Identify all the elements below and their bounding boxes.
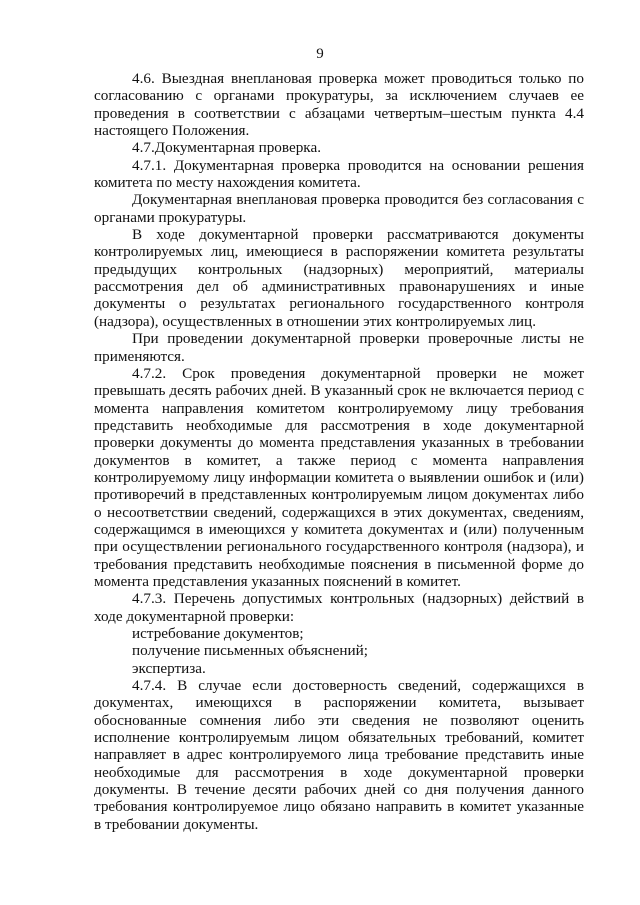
paragraph-4-6: 4.6. Выездная внеплановая проверка может проводиться только по согласованию с органами прокуратуры, за исключением случаев ее проведения в соответствии с абзацами четвертым–шестым пункта 4.4 настоящего Положения. bbox=[94, 70, 584, 140]
paragraph-unscheduled-check: Документарная внеплановая проверка проводится без согласования с органами прокуратуры. bbox=[94, 191, 584, 226]
page-number: 9 bbox=[316, 46, 324, 62]
document-body bbox=[94, 70, 584, 833]
section-heading-4-7: 4.7.Документарная проверка. bbox=[132, 139, 321, 157]
list-item: получение письменных объяснений; bbox=[132, 642, 368, 660]
list-item: экспертиза. bbox=[132, 659, 206, 677]
paragraph-4-7-3: 4.7.3. Перечень допустимых контрольных (надзорных) действий в ходе документарной проверки: bbox=[94, 590, 584, 625]
paragraph-documents-reviewed: В ходе документарной проверки рассматриваются документы контролируемых лиц, имеющиеся в распоряжении комитета результаты предыдущих контрольных (надзорных) мероприятий, материалы рассмотрения дел об административных правонарушениях и иные документы о результатах регионального государственного контроля (надзора), осуществленных в отношении этих контролируемых лиц. bbox=[94, 226, 584, 330]
paragraph-4-7-4: 4.7.4. В случае если достоверность сведений, содержащихся в документах, имеющихся в распоряжении комитета, вызывает обоснованные сомнения либо эти сведения не позволяют оценить исполнение контролируемым лицом обязательных требований, комитет направляет в адрес контролируемого лица требование представить иные необходимые для рассмотрения в ходе документарной проверки документы. В течение десяти рабочих дней со дня получения данного требования контролируемое лицо обязано направить в комитет указанные в требовании документы. bbox=[94, 677, 584, 833]
paragraph-4-7-2: 4.7.2. Срок проведения документарной проверки не может превышать десять рабочих дней. В указанный срок не включается период с момента направления комитетом контролируемому лицу требования представить необходимые для рассмотрения в ходе документарной проверки документы до момента представления указанных в требовании документов в комитет, а также период с момента направления контролируемому лицу информации комитета о выявлении ошибок и (или) противоречий в представленных контролируемым лицом документах либо о несоответствии сведений, содержащихся в этих документах, сведениям, содержащимся в имеющихся у комитета документах и (или) полученным при осуществлении регионального государственного контроля (надзора), и требования представить необходимые пояснения в письменной форме до момента представления указанных пояснений в комитет. bbox=[94, 364, 584, 590]
paragraph-4-7-1: 4.7.1. Документарная проверка проводится на основании решения комитета по месту нахождения комитета. bbox=[94, 156, 584, 192]
paragraph-checklists: При проведении документарной проверки проверочные листы не применяются. bbox=[94, 330, 584, 365]
list-item: истребование документов; bbox=[132, 625, 304, 642]
